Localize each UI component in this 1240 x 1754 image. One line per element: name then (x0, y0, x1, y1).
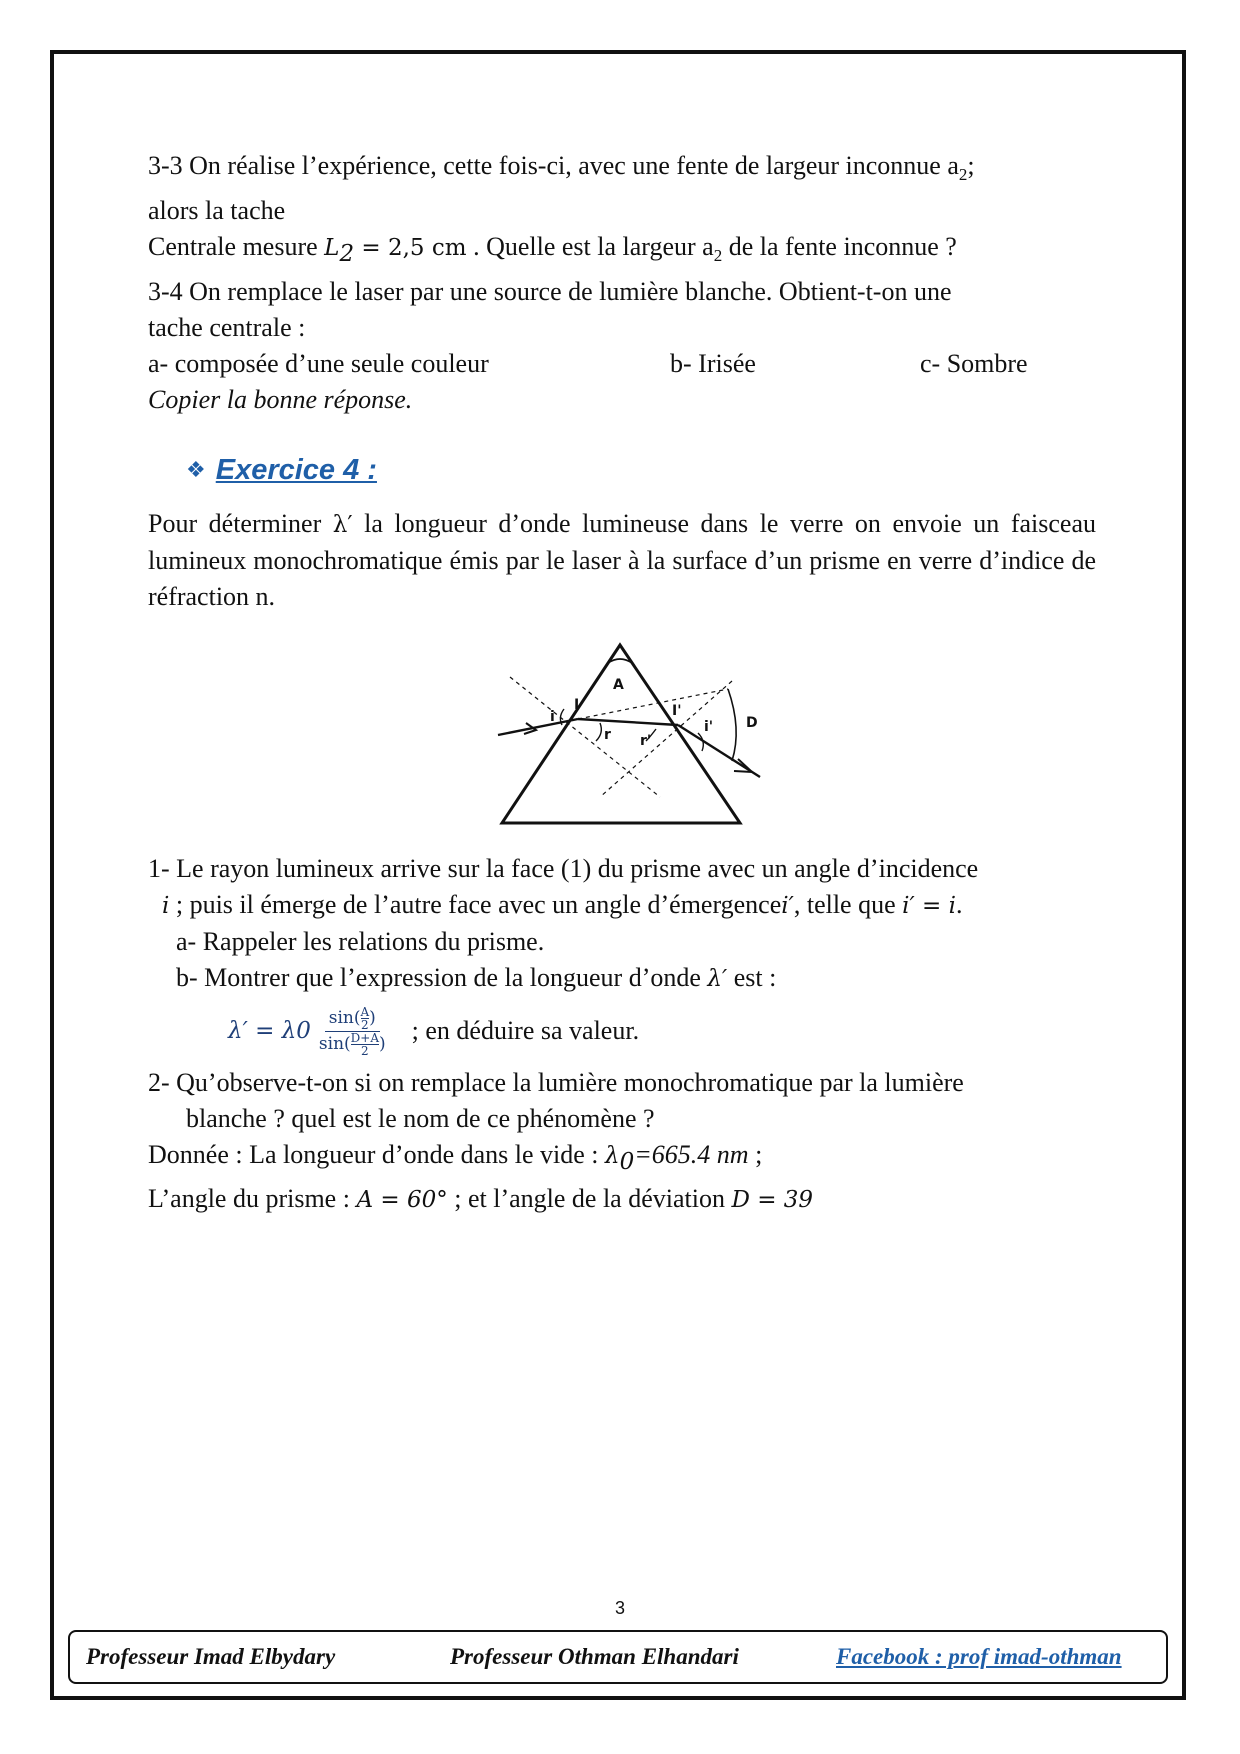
sin-open: sin( (318, 1033, 351, 1054)
frac-bottom: 2 (361, 1017, 369, 1032)
text-3-3: 3-3 On réalise l’expérience, cette fois-ci, avec une fente de largeur inconnue a (148, 151, 959, 180)
formula-fraction (315, 1006, 390, 1057)
frac-bottom: 2 (361, 1043, 369, 1058)
refracted-ray (578, 719, 678, 725)
subscript: 2 (713, 246, 723, 266)
question-1-text: ; puis il émerge de l’autre face avec un angle d’émergence (169, 890, 782, 920)
page-number: 3 (614, 1598, 625, 1618)
label-A: A (613, 677, 624, 694)
small-fraction (361, 1006, 370, 1031)
question-1b (148, 960, 1096, 997)
donnee-line2 (148, 1181, 1096, 1218)
exercise-title: Exercice 4 : (215, 454, 377, 487)
label-i: i (550, 709, 555, 726)
math-i-equality: i′ = i (902, 893, 956, 920)
label-r: r (604, 727, 611, 744)
label-D: D (746, 715, 758, 732)
math-L2-value: = 2,5 cm (354, 235, 467, 262)
text-fente: de la fente inconnue ? (722, 232, 957, 262)
footer (68, 1630, 1168, 1684)
punct: ; (748, 1140, 763, 1170)
sin-close: ) (369, 1007, 376, 1028)
math-D-value: D = 39 (731, 1186, 814, 1213)
question-1a: a- Rappeler les relations du prisme. (176, 927, 545, 957)
choice-a: a- composée d’une seule couleur (148, 349, 489, 379)
question-1-line1: 1- Le rayon lumineux arrive sur la face (1) du prisme avec un angle d’incidence (148, 854, 979, 884)
text-centrale: Centrale mesure (148, 232, 325, 262)
donnee-line1 (148, 1137, 1096, 1180)
deviation-arc (728, 689, 736, 761)
prism-figure (470, 637, 776, 837)
math-i-prime: i′ (781, 893, 794, 920)
formula-lhs: λ′ = λ (228, 1018, 297, 1045)
sin-open: sin( (328, 1007, 361, 1028)
punct: . (955, 890, 963, 920)
math-A-value: A = 60° (356, 1186, 448, 1213)
formula-lambda (228, 997, 1096, 1065)
intro-text-start: Pour déterminer (148, 509, 322, 539)
choice-c: c- Sombre (920, 349, 1028, 379)
line-centrale (148, 229, 1096, 274)
small-fraction (351, 1032, 379, 1057)
choices (148, 346, 1096, 382)
donnee-value: =665.4 nm (634, 1140, 749, 1170)
prism-diagram (470, 637, 776, 837)
intro-paragraph (148, 506, 1096, 615)
donnee-angle-text: L’angle du prisme : (148, 1183, 357, 1213)
question-2-line1: 2- Qu’observe-t-on si on remplace la lumière monochromatique par la lumière (148, 1068, 964, 1098)
angle-r-arc (596, 723, 601, 741)
diamond-bullet-icon: ❖ (186, 457, 206, 483)
subscript: 2 (339, 241, 355, 268)
question-1b-end: est : (727, 963, 777, 993)
subscript: 2 (958, 165, 968, 185)
formula-numerator (325, 1006, 380, 1032)
footer-author-1: Professeur Imad Elbydary (86, 1644, 336, 1669)
donnee-text: Donnée : La longueur d’onde dans le vide : (148, 1140, 606, 1170)
intro-text-rest: la longueur d’onde lumineuse dans le verre on envoie un faisceau lumineux monochromatique émis par le laser à la surface d’un prisme en verre d’indice de réfraction n. (148, 509, 1096, 612)
line-3-4: 3-4 On remplace le laser par une source de lumière blanche. Obtient-t-on une (148, 277, 952, 307)
question-1b-text: b- Montrer que l’expression de la longueur d’onde (176, 963, 701, 993)
footer-facebook-link[interactable]: Facebook : prof imad-othman (836, 1644, 1122, 1669)
formula-tail: ; en déduire sa valeur. (411, 1016, 640, 1046)
subscript: 0 (619, 1149, 635, 1176)
formula-denominator (315, 1032, 390, 1057)
math-lambda0: λ (605, 1143, 620, 1170)
sin-close: ) (379, 1033, 386, 1054)
frac-top: A (360, 1004, 370, 1019)
label-I: I (574, 697, 580, 714)
math-L: L (324, 235, 340, 262)
choice-b: b- Irisée (670, 349, 756, 379)
math-lambda-prime: λ′ (707, 966, 728, 993)
label-r-prime: r' (640, 733, 652, 750)
copy-instruction: Copier la bonne réponse. (148, 385, 413, 415)
text-quelle: . Quelle est la largeur a (473, 232, 714, 262)
subscript: 0 (296, 1018, 311, 1045)
punct: ; (967, 151, 975, 180)
exercise-heading (186, 448, 1096, 492)
line-3-3 (148, 148, 1096, 193)
label-i-prime: i' (704, 719, 714, 736)
donnee-deviation-text: ; et l’angle de la déviation (447, 1183, 732, 1213)
page-content (148, 148, 1096, 1218)
label-I-prime: I' (672, 703, 682, 720)
question-1-text2: , telle que (793, 890, 903, 920)
math-i: i (162, 893, 170, 920)
math-lambda-prime: λ′ (332, 512, 353, 539)
angle-ip-arc (698, 733, 703, 751)
footer-author-2: Professeur Othman Elhandari (450, 1644, 739, 1669)
line-tache: alors la tache (148, 196, 286, 226)
frac-top: D+A (350, 1030, 380, 1045)
question-1-line2 (148, 887, 1096, 924)
question-2-line2: blanche ? quel est le nom de ce phénomène ? (186, 1104, 655, 1134)
line-tache-centrale: tache centrale : (148, 313, 306, 343)
